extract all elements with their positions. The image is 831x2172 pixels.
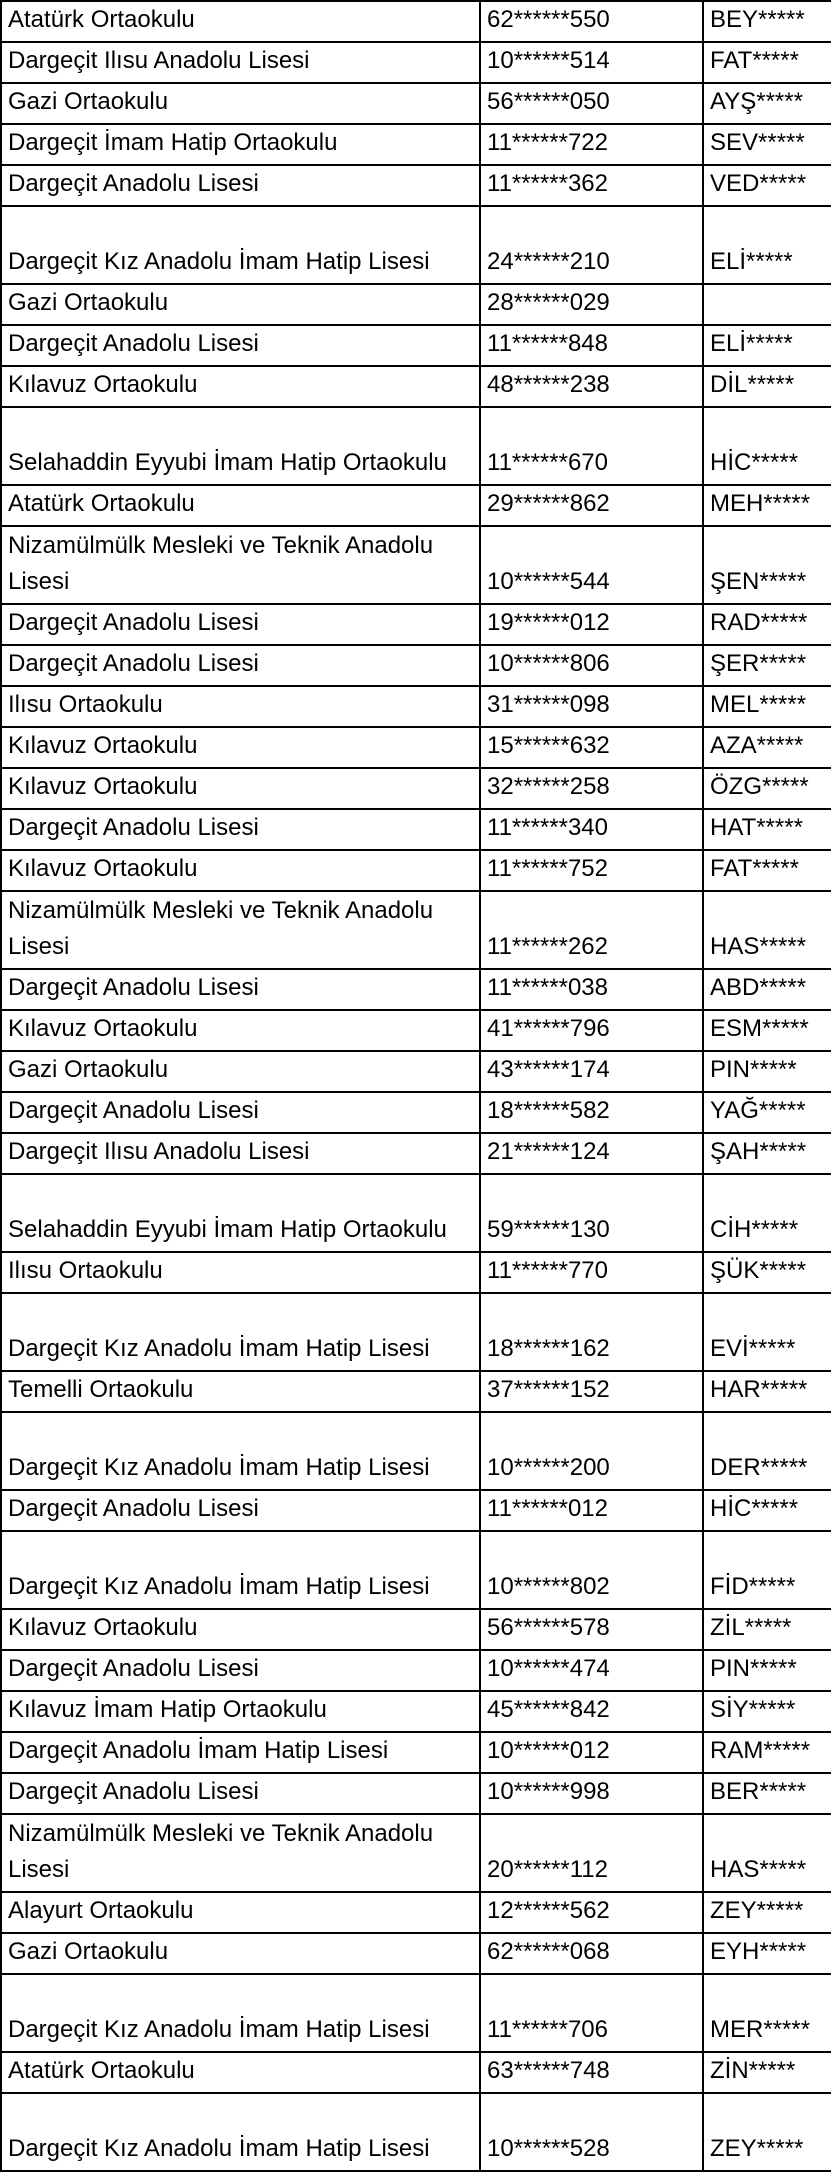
school-name: Dargeçit Anadolu Lisesi — [8, 1778, 259, 1805]
school-name: Dargeçit Ilısu Anadolu Lisesi — [8, 47, 310, 74]
school-cell[interactable] — [1, 325, 480, 366]
table-row — [1, 526, 831, 604]
student-name-cell[interactable]: SİY***** — [703, 1691, 831, 1732]
id-number-cell[interactable]: 12******562 — [480, 1892, 703, 1933]
table-row — [1, 206, 831, 284]
school-name: Dargeçit Anadolu Lisesi — [8, 170, 259, 197]
school-name: Dargeçit Anadolu Lisesi — [8, 1655, 259, 1682]
table-row — [1, 1133, 831, 1174]
id-number-cell[interactable]: 24******210 — [480, 206, 703, 284]
id-number-cell[interactable]: 11******262 — [480, 891, 703, 969]
id-number-cell[interactable]: 10******998 — [480, 1773, 703, 1814]
id-number-cell[interactable]: 10******544 — [480, 526, 703, 604]
school-cell[interactable] — [1, 1933, 480, 1974]
id-number-cell[interactable]: 18******582 — [480, 1092, 703, 1133]
school-name: Gazi Ortaokulu — [8, 88, 169, 115]
student-name-cell[interactable]: MER***** — [703, 1974, 831, 2052]
table-row — [1, 1010, 831, 1051]
table-row — [1, 1371, 831, 1412]
school-cell[interactable] — [1, 1691, 480, 1732]
student-name-cell[interactable]: ŞEN***** — [703, 526, 831, 604]
school-cell[interactable] — [1, 1092, 480, 1133]
table-row — [1, 1051, 831, 1092]
table-row — [1, 83, 831, 124]
table-row — [1, 768, 831, 809]
student-name-cell[interactable]: FAT***** — [703, 42, 831, 83]
school-cell[interactable] — [1, 1531, 480, 1609]
school-cell[interactable] — [1, 485, 480, 526]
school-name: Dargeçit Anadolu Lisesi — [8, 609, 259, 636]
student-name-cell[interactable]: HAR***** — [703, 1371, 831, 1412]
student-name-cell[interactable]: HAS***** — [703, 1814, 831, 1892]
school-cell[interactable] — [1, 206, 480, 284]
table-row — [1, 366, 831, 407]
student-name-cell[interactable]: CİH***** — [703, 1174, 831, 1252]
school-cell[interactable] — [1, 42, 480, 83]
school-name: Kılavuz Ortaokulu — [8, 855, 198, 882]
school-cell[interactable] — [1, 1412, 480, 1490]
id-number-cell[interactable]: 11******722 — [480, 124, 703, 165]
student-name-cell[interactable]: BER***** — [703, 1773, 831, 1814]
id-number-cell[interactable]: 11******670 — [480, 407, 703, 485]
school-cell[interactable] — [1, 850, 480, 891]
school-cell[interactable] — [1, 1010, 480, 1051]
table-row — [1, 645, 831, 686]
id-number-cell[interactable]: 10******012 — [480, 1732, 703, 1773]
school-name: Ilısu Ortaokulu — [8, 691, 163, 718]
school-cell[interactable] — [1, 124, 480, 165]
school-name: Kılavuz Ortaokulu — [8, 773, 198, 800]
school-name: Kılavuz Ortaokulu — [8, 1015, 198, 1042]
id-number-cell[interactable]: 11******770 — [480, 1252, 703, 1293]
school-name: Kılavuz Ortaokulu — [8, 371, 198, 398]
school-cell[interactable] — [1, 1490, 480, 1531]
table-row — [1, 1531, 831, 1609]
student-name-cell[interactable]: PIN***** — [703, 1650, 831, 1691]
school-cell[interactable] — [1, 768, 480, 809]
school-name: Dargeçit İmam Hatip Ortaokulu — [8, 129, 338, 156]
id-number-cell[interactable]: 31******098 — [480, 686, 703, 727]
school-cell[interactable] — [1, 1174, 480, 1252]
id-number-cell[interactable]: 10******806 — [480, 645, 703, 686]
id-number-cell[interactable]: 20******112 — [480, 1814, 703, 1892]
school-name: Selahaddin Eyyubi İmam Hatip Ortaokulu — [8, 1216, 447, 1243]
school-name: Dargeçit Anadolu Lisesi — [8, 650, 259, 677]
table-row — [1, 42, 831, 83]
school-name: Temelli Ortaokulu — [8, 1376, 194, 1403]
id-number-cell[interactable]: 29******862 — [480, 485, 703, 526]
student-name-cell[interactable]: SEV***** — [703, 124, 831, 165]
school-name: Dargeçit Kız Anadolu İmam Hatip Lisesi — [8, 2135, 430, 2162]
student-name-cell[interactable]: ELİ***** — [703, 325, 831, 366]
school-name: Dargeçit Anadolu Lisesi — [8, 330, 259, 357]
table-row — [1, 1252, 831, 1293]
school-cell[interactable] — [1, 1, 480, 42]
student-name-cell[interactable]: EYH***** — [703, 1933, 831, 1974]
student-name-cell[interactable]: RAD***** — [703, 604, 831, 645]
school-cell[interactable] — [1, 1732, 480, 1773]
id-number-cell[interactable]: 59******130 — [480, 1174, 703, 1252]
student-name-cell[interactable]: ŞÜK***** — [703, 1252, 831, 1293]
table-row — [1, 1814, 831, 1892]
school-cell[interactable] — [1, 1609, 480, 1650]
id-number-cell[interactable]: 10******200 — [480, 1412, 703, 1490]
student-name-cell[interactable]: ZEY***** — [703, 2093, 831, 2171]
school-cell[interactable] — [1, 727, 480, 768]
student-name-cell[interactable]: AZA***** — [703, 727, 831, 768]
id-number-cell[interactable]: 10******802 — [480, 1531, 703, 1609]
id-number-cell[interactable]: 10******474 — [480, 1650, 703, 1691]
id-number-cell[interactable]: 56******050 — [480, 83, 703, 124]
school-cell[interactable] — [1, 284, 480, 325]
table-row — [1, 2052, 831, 2093]
table-row — [1, 1293, 831, 1371]
school-name: Kılavuz Ortaokulu — [8, 732, 198, 759]
school-name: Nizamülmülk Mesleki ve Teknik Anadolu Lisesi — [8, 897, 434, 960]
school-cell[interactable] — [1, 1133, 480, 1174]
table-row — [1, 1609, 831, 1650]
student-name-cell[interactable]: HİC***** — [703, 1490, 831, 1531]
school-name: Atatürk Ortaokulu — [8, 2057, 195, 2084]
table-row — [1, 1974, 831, 2052]
student-name-cell[interactable]: ZEY***** — [703, 1892, 831, 1933]
school-cell[interactable] — [1, 2093, 480, 2171]
id-number-cell[interactable]: 43******174 — [480, 1051, 703, 1092]
id-number-cell[interactable]: 11******362 — [480, 165, 703, 206]
school-cell[interactable] — [1, 809, 480, 850]
school-cell[interactable] — [1, 526, 480, 604]
id-number-cell[interactable]: 45******842 — [480, 1691, 703, 1732]
school-name: Dargeçit Kız Anadolu İmam Hatip Lisesi — [8, 1335, 430, 1362]
id-number-cell[interactable]: 11******038 — [480, 969, 703, 1010]
student-name-cell[interactable]: ŞER***** — [703, 645, 831, 686]
table-row — [1, 969, 831, 1010]
table-row — [1, 124, 831, 165]
school-cell[interactable] — [1, 1252, 480, 1293]
student-name-cell[interactable]: VED***** — [703, 165, 831, 206]
table-row — [1, 1490, 831, 1531]
school-cell[interactable] — [1, 891, 480, 969]
id-number-cell[interactable]: 62******550 — [480, 1, 703, 42]
school-cell[interactable] — [1, 1051, 480, 1092]
id-number-cell[interactable]: 37******152 — [480, 1371, 703, 1412]
table-row — [1, 407, 831, 485]
student-name-cell[interactable]: ŞAH***** — [703, 1133, 831, 1174]
table-body — [1, 1, 831, 2171]
school-name: Dargeçit Anadolu Lisesi — [8, 1495, 259, 1522]
id-number-cell[interactable]: 56******578 — [480, 1609, 703, 1650]
student-name-cell[interactable]: ÖZG***** — [703, 768, 831, 809]
table-row — [1, 284, 831, 325]
id-number-cell[interactable]: 62******068 — [480, 1933, 703, 1974]
id-number-cell[interactable]: 63******748 — [480, 2052, 703, 2093]
school-name: Atatürk Ortaokulu — [8, 6, 195, 33]
id-number-cell[interactable]: 18******162 — [480, 1293, 703, 1371]
student-name-cell[interactable]: MEL***** — [703, 686, 831, 727]
table-row — [1, 809, 831, 850]
school-cell[interactable] — [1, 1650, 480, 1691]
school-name: Gazi Ortaokulu — [8, 1056, 169, 1083]
school-name: Selahaddin Eyyubi İmam Hatip Ortaokulu — [8, 449, 447, 476]
school-name: Dargeçit Anadolu İmam Hatip Lisesi — [8, 1737, 389, 1764]
school-name: Dargeçit Ilısu Anadolu Lisesi — [8, 1138, 310, 1165]
student-name-cell[interactable]: ELİ***** — [703, 206, 831, 284]
student-name-cell[interactable]: MEH***** — [703, 485, 831, 526]
school-name: Nizamülmülk Mesleki ve Teknik Anadolu Lisesi — [8, 1820, 434, 1883]
student-name-cell[interactable]: HAS***** — [703, 891, 831, 969]
school-name: Dargeçit Kız Anadolu İmam Hatip Lisesi — [8, 248, 430, 275]
table-row — [1, 165, 831, 206]
id-number-cell[interactable]: 11******848 — [480, 325, 703, 366]
student-name-cell[interactable]: DİL***** — [703, 366, 831, 407]
student-name-cell[interactable]: YAĞ***** — [703, 1092, 831, 1133]
id-number-cell[interactable]: 11******012 — [480, 1490, 703, 1531]
school-name: Kılavuz İmam Hatip Ortaokulu — [8, 1696, 327, 1723]
student-name-cell[interactable]: ABD***** — [703, 969, 831, 1010]
id-number-cell[interactable]: 19******012 — [480, 604, 703, 645]
school-name: Atatürk Ortaokulu — [8, 490, 195, 517]
school-cell[interactable] — [1, 686, 480, 727]
school-name: Gazi Ortaokulu — [8, 289, 169, 316]
id-number-cell[interactable]: 15******632 — [480, 727, 703, 768]
table-row — [1, 686, 831, 727]
id-number-cell[interactable]: 11******706 — [480, 1974, 703, 2052]
table-row — [1, 2093, 831, 2171]
school-cell[interactable] — [1, 83, 480, 124]
student-name-cell[interactable]: HİC***** — [703, 407, 831, 485]
school-cell[interactable] — [1, 2052, 480, 2093]
school-name: Kılavuz Ortaokulu — [8, 1614, 198, 1641]
school-name: Dargeçit Kız Anadolu İmam Hatip Lisesi — [8, 1454, 430, 1481]
school-name: Ilısu Ortaokulu — [8, 1257, 163, 1284]
school-cell[interactable] — [1, 1892, 480, 1933]
student-name-cell[interactable]: FİD***** — [703, 1531, 831, 1609]
student-name-cell[interactable]: HAT***** — [703, 809, 831, 850]
school-name: Dargeçit Kız Anadolu İmam Hatip Lisesi — [8, 1573, 430, 1600]
school-name: Dargeçit Anadolu Lisesi — [8, 814, 259, 841]
school-cell[interactable] — [1, 1974, 480, 2052]
id-number-cell[interactable]: 10******528 — [480, 2093, 703, 2171]
school-cell[interactable] — [1, 604, 480, 645]
student-name-cell[interactable]: PIN***** — [703, 1051, 831, 1092]
table-row — [1, 325, 831, 366]
id-number-cell[interactable]: 10******514 — [480, 42, 703, 83]
id-number-cell[interactable]: 28******029 — [480, 284, 703, 325]
student-name-cell[interactable]: BEY***** — [703, 1, 831, 42]
student-name-cell[interactable]: EVİ***** — [703, 1293, 831, 1371]
table-row — [1, 1412, 831, 1490]
table-row — [1, 1174, 831, 1252]
table-row — [1, 1691, 831, 1732]
school-name: Gazi Ortaokulu — [8, 1938, 169, 1965]
student-name-cell[interactable]: ZİL***** — [703, 1609, 831, 1650]
table-row — [1, 891, 831, 969]
id-number-cell[interactable]: 32******258 — [480, 768, 703, 809]
school-cell[interactable] — [1, 1293, 480, 1371]
table-row — [1, 1892, 831, 1933]
school-name: Alayurt Ortaokulu — [8, 1897, 194, 1924]
school-cell[interactable] — [1, 969, 480, 1010]
id-number-cell[interactable]: 21******124 — [480, 1133, 703, 1174]
school-cell[interactable] — [1, 1814, 480, 1892]
student-name-cell[interactable]: FAT***** — [703, 850, 831, 891]
id-number-cell[interactable]: 11******752 — [480, 850, 703, 891]
table-row — [1, 1, 831, 42]
student-name-cell[interactable] — [703, 284, 831, 325]
school-cell[interactable] — [1, 366, 480, 407]
school-name: Dargeçit Anadolu Lisesi — [8, 1097, 259, 1124]
table-row — [1, 850, 831, 891]
table-row — [1, 1092, 831, 1133]
school-cell[interactable] — [1, 165, 480, 206]
table-row — [1, 1732, 831, 1773]
id-number-cell[interactable]: 41******796 — [480, 1010, 703, 1051]
table-row — [1, 604, 831, 645]
student-name-cell[interactable]: ZİN***** — [703, 2052, 831, 2093]
student-name-cell[interactable]: ESM***** — [703, 1010, 831, 1051]
id-number-cell[interactable]: 11******340 — [480, 809, 703, 850]
school-cell[interactable] — [1, 645, 480, 686]
table-row — [1, 1773, 831, 1814]
id-number-cell[interactable]: 48******238 — [480, 366, 703, 407]
school-name: Nizamülmülk Mesleki ve Teknik Anadolu Lisesi — [8, 532, 434, 595]
school-name: Dargeçit Kız Anadolu İmam Hatip Lisesi — [8, 2016, 430, 2043]
school-cell[interactable] — [1, 1773, 480, 1814]
school-name: Dargeçit Anadolu Lisesi — [8, 974, 259, 1001]
school-cell[interactable] — [1, 407, 480, 485]
table-row — [1, 485, 831, 526]
school-cell[interactable] — [1, 1371, 480, 1412]
table-row — [1, 1650, 831, 1691]
table-row — [1, 1933, 831, 1974]
student-name-cell[interactable]: RAM***** — [703, 1732, 831, 1773]
student-name-cell[interactable]: DER***** — [703, 1412, 831, 1490]
table-row — [1, 727, 831, 768]
student-name-cell[interactable]: AYŞ***** — [703, 83, 831, 124]
